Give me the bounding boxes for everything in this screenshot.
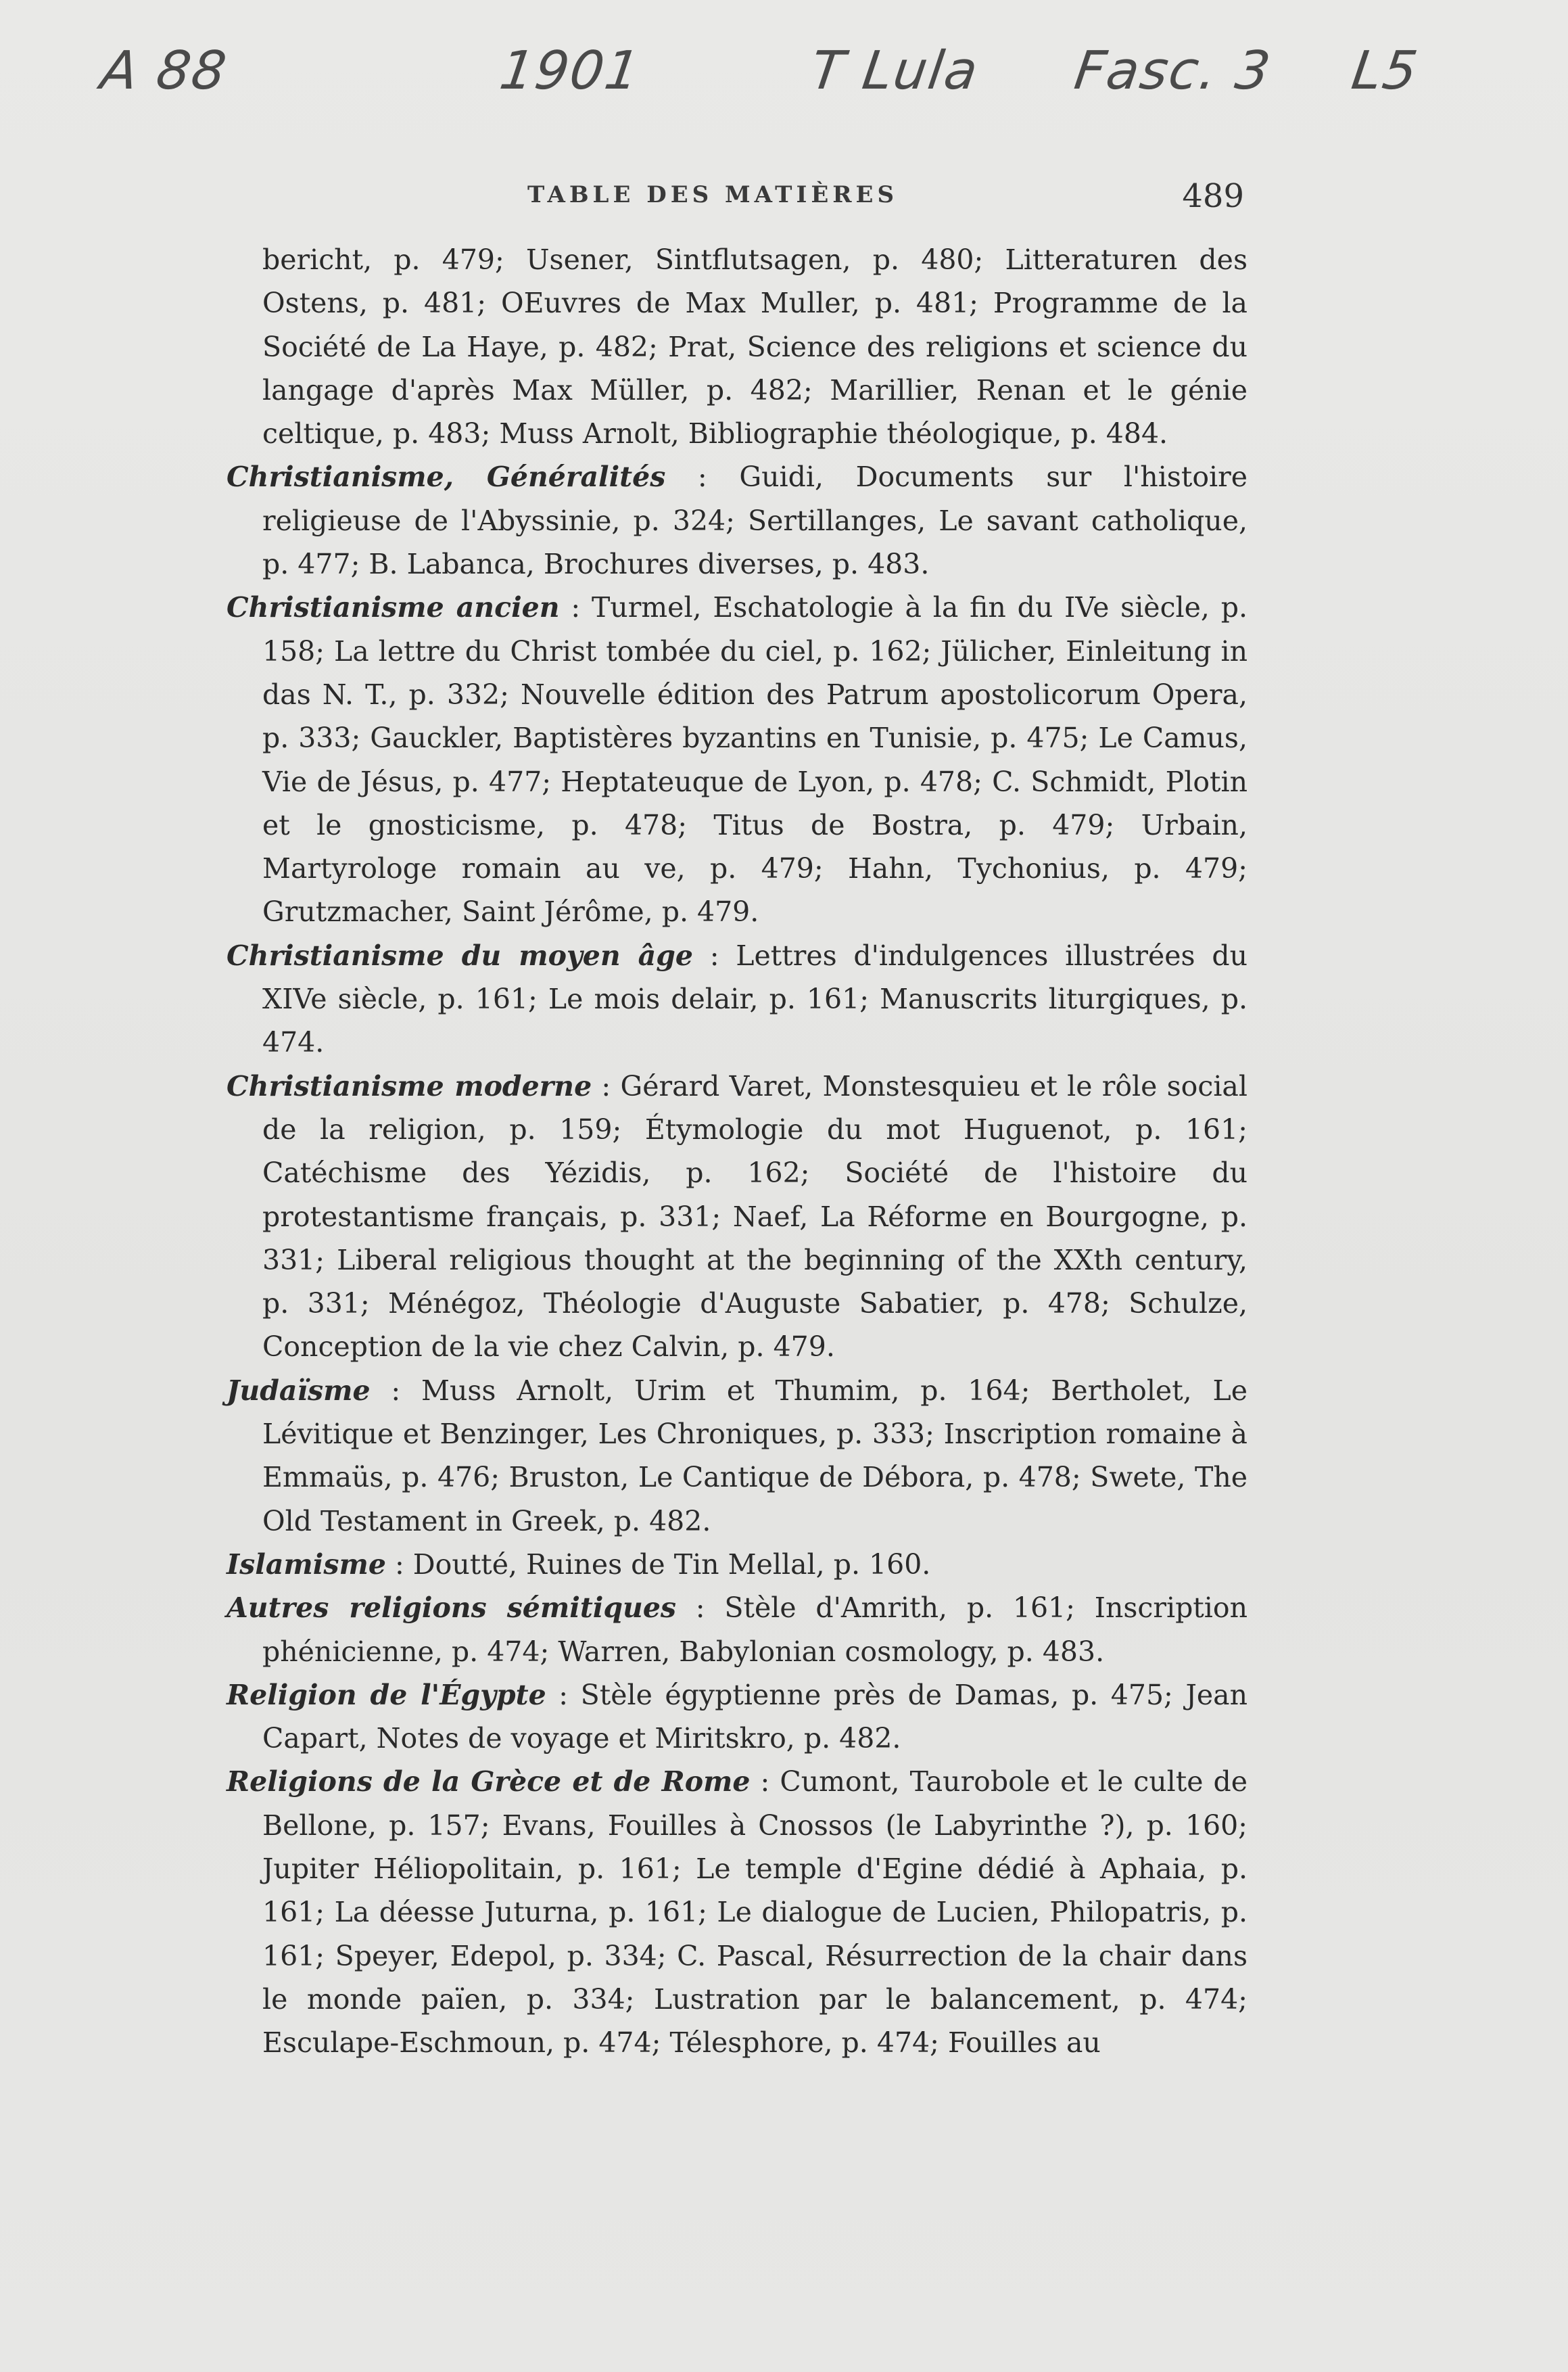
page-header [527,177,1244,218]
entry-text: : Doutté, Ruines de Tin Mellal, p. 160. [385,1548,931,1581]
entry-text: : Muss Arnolt, Urim et Thumim, p. 164; Bertholet, Le Lévitique et Benzinger, Les Chroniques, p. 333; Inscription romaine à Emmaüs, p. 476; Bruston, Le Cantique de Débora, p. 478; Swete, The Old Testament in Greek, p. 482. [262,1374,1248,1537]
entry-text: : Guidi, Documents sur l'histoire religieuse de l'Abyssinie, p. 324; Sertillanges, Le savant catholique, p. 477; B. Labanca, Brochures diverses, p. 483. [262,461,1248,581]
table-of-contents-body [227,238,1248,2064]
entry-label: Autres religions sémitiques [227,1591,676,1625]
toc-entry-christianisme-generalites [227,455,1248,586]
toc-entry-religion-egypte [227,1673,1248,1761]
entry-text: : Lettres d'indulgences illustrées du XIVe siècle, p. 161; Le mois delair, p. 161; Manuscrits liturgiques, p. 474. [262,939,1248,1059]
page-number: 489 [1182,177,1244,215]
handwritten-note-5: L5 [1348,41,1423,101]
toc-entry-religions-grece-rome [227,1760,1248,2064]
toc-entry-islamisme [227,1543,1248,1586]
entry-label: Christianisme du moyen âge [227,939,693,972]
handwritten-note-1: A 88 [97,41,231,101]
entry-label: Religions de la Grèce et de Rome [227,1765,751,1798]
toc-entry-christianisme-ancien [227,586,1248,933]
entry-text: : Turmel, Eschatologie à la fin du IVe siècle, p. 158; La lettre du Christ tombée du ciel, p. 162; Jülicher, Einleitung in das N. T., p. 332; Nouvelle édition des Patrum apostolicorum Opera, p. 333; Gauckler, Baptistères byzantins en Tunisie, p. 475; Le Camus, Vie de Jésus, p. 477; Heptateuque de Lyon, p. 478; C. Schmidt, Plotin et le gnosticisme, p. 478; Titus de Bostra, p. 479; Urbain, Martyrologe romain au ve, p. 479; Hahn, Tychonius, p. 479; Grutzmacher, Saint Jérôme, p. 479. [262,591,1248,929]
entry-text: : Gérard Varet, Monstesquieu et le rôle social de la religion, p. 159; Étymologie du mot Huguenot, p. 161; Catéchisme des Yézidis, p. 162; Société de l'histoire du protestantisme français, p. 331; Naef, La Réforme en Bourgogne, p. 331; Liberal religious thought at the beginning of the XXth century, p. 331; Ménégoz, Théologie d'Auguste Sabatier, p. 478; Schulze, Conception de la vie chez Calvin, p. 479. [262,1069,1248,1364]
toc-entry-christianisme-moyen-age [227,934,1248,1065]
entry-text: bericht, p. 479; Usener, Sintflutsagen, p. 480; Litteraturen des Ostens, p. 481; OEuvres de Max Muller, p. 481; Programme de la Société de La Haye, p. 482; Prat, Science des religions et science du langage d'après Max Müller, p. 482; Marillier, Renan et le génie celtique, p. 483; Muss Arnolt, Bibliographie théologique, p. 484. [262,243,1248,450]
entry-label: Christianisme ancien [227,591,560,624]
entry-label: Religion de l'Égypte [227,1678,546,1711]
entry-text: : Cumont, Taurobole et le culte de Bellone, p. 157; Evans, Fouilles à Cnossos (le Labyrinthe ?), p. 160; Jupiter Héliopolitain, p. 161; Le temple d'Egine dédié à Aphaia, p. 161; La déesse Juturna, p. 161; Le dialogue de Lucien, Philopatris, p. 161; Speyer, Edepol, p. 334; C. Pascal, Résurrection de la chair dans le monde païen, p. 334; Lustration par le balancement, p. 474; Esculape-Eschmoun, p. 474; Télesphore, p. 474; Fouilles au [262,1765,1248,2060]
entry-text: : Stèle d'Amrith, p. 161; Inscription phénicienne, p. 474; Warren, Babylonian cosmology, p. 483. [262,1591,1248,1668]
toc-entry-christianisme-moderne [227,1065,1248,1369]
running-title: TABLE DES MATIÈRES [527,181,899,208]
toc-entry-judaisme [227,1369,1248,1543]
handwritten-note-4: Fasc. 3 [1070,41,1275,101]
handwritten-note-3: T Lula [807,41,983,101]
toc-entry-autres-religions-semitiques [227,1586,1248,1673]
entry-text: : Stèle égyptienne près de Damas, p. 475; Jean Capart, Notes de voyage et Miritskro, p. 482. [262,1678,1248,1755]
handwritten-note-2: 1901 [496,41,644,101]
entry-label: Christianisme moderne [227,1069,592,1102]
entry-label: Christianisme, Généralités [227,461,666,494]
toc-entry-continuation [227,238,1248,455]
entry-label: Judaïsme [227,1374,371,1407]
entry-label: Islamisme [227,1548,386,1581]
